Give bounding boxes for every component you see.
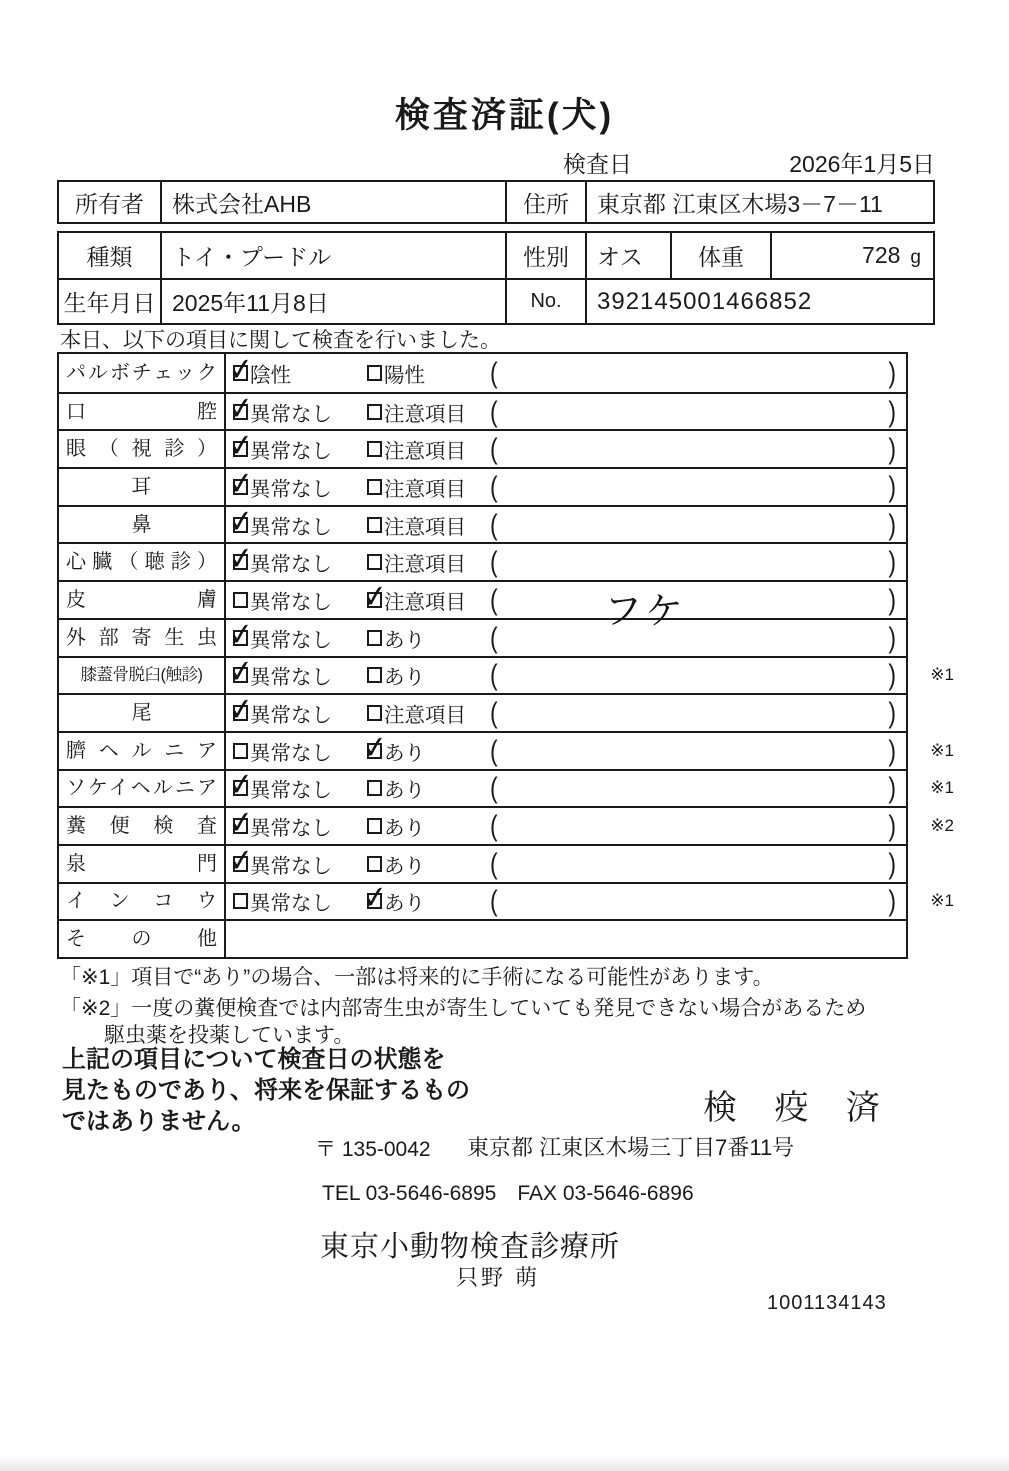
- disclaimer-line-3: ではありません。: [62, 1108, 256, 1135]
- owner-info-table: [57, 180, 935, 224]
- result-option-2: [367, 773, 425, 803]
- exam-row: [59, 505, 906, 543]
- remark-paren-open: (: [490, 507, 498, 541]
- exam-item-label-cell: [59, 846, 226, 882]
- checkbox-icon: [367, 818, 382, 834]
- checkbox-icon: [367, 667, 382, 683]
- remark-paren-close: ): [888, 355, 896, 389]
- remark-paren-close: ): [888, 432, 896, 465]
- result-option-1-label: 異常なし: [250, 402, 332, 426]
- inspection-date-value: 2026年1月5日: [789, 151, 935, 177]
- reference-mark: ※1: [930, 891, 954, 911]
- exam-row-content: [226, 469, 906, 505]
- result-option-1: [233, 773, 332, 803]
- checkbox-icon: [367, 365, 382, 381]
- weight-value-cell: [772, 233, 933, 278]
- result-option-1: [233, 660, 332, 690]
- remark-paren-open: (: [490, 620, 498, 654]
- exam-row-content: [226, 582, 906, 634]
- result-option-2-label: あり: [384, 666, 425, 690]
- exam-item-label-cell: [59, 658, 226, 694]
- result-option-2: [367, 660, 425, 690]
- checkbox-icon: [233, 404, 248, 420]
- exam-row-content: [226, 771, 954, 807]
- scan-edge-artifact: [0, 1455, 1009, 1471]
- remark-paren-close: ): [888, 658, 896, 691]
- exam-item-label: 泉門: [66, 852, 217, 875]
- disclaimer-line-2: 見たものであり、将来を保証するもの: [62, 1077, 470, 1104]
- result-option-1: [233, 434, 332, 464]
- no-value: 392145001466852: [597, 287, 813, 315]
- examination-checklist-table: [57, 352, 954, 959]
- exam-row-content: [226, 884, 954, 920]
- exam-row: [59, 806, 954, 844]
- result-option-1: [233, 886, 332, 916]
- exam-item-label: 臍ヘルニア: [66, 739, 217, 762]
- result-option-2-label: 注意項目: [384, 402, 466, 426]
- exam-row: [59, 392, 906, 430]
- result-option-2-label: 注意項目: [384, 440, 466, 464]
- checkbox-icon: [233, 554, 248, 570]
- pet-row-2: [59, 278, 933, 323]
- exam-item-label: 皮膚: [66, 588, 217, 611]
- checkbox-icon: [233, 893, 248, 909]
- owner-address-value: 東京都 江東区木場3－7－11: [597, 190, 883, 217]
- exam-row: [59, 354, 906, 392]
- exam-item-label: 外部寄生虫: [66, 626, 217, 649]
- exam-item-label: 膝蓋骨脱臼(触診): [80, 666, 203, 685]
- footnote-2-continued: 駆虫薬を投薬しています。: [104, 1024, 355, 1047]
- remark-paren-open: (: [490, 658, 498, 691]
- result-option-1-label: 異常なし: [250, 892, 332, 916]
- postal-code: 〒 135-0042: [315, 1138, 431, 1161]
- checkbox-icon: [233, 780, 248, 796]
- inspection-date-label: 検査日: [563, 151, 632, 177]
- exam-item-label: その他: [66, 928, 217, 951]
- exam-row: [59, 731, 954, 769]
- exam-item-label-cell: [59, 469, 226, 505]
- result-option-2: [367, 358, 425, 388]
- remark-paren-close: ): [888, 733, 896, 767]
- exam-row-content: [226, 695, 906, 731]
- reference-mark: ※1: [930, 665, 954, 685]
- pet-row-1: [59, 233, 933, 278]
- result-option-1: [233, 510, 332, 540]
- exam-item-label: インコウ: [66, 890, 217, 913]
- breed-label: 種類: [59, 233, 162, 278]
- breed-value: トイ・プードル: [162, 233, 507, 278]
- result-option-1: [233, 849, 332, 879]
- exam-item-label: 口腔: [66, 400, 217, 423]
- sex-label: 性別: [507, 233, 587, 278]
- exam-row: [59, 769, 954, 807]
- result-option-1-label: 異常なし: [250, 553, 332, 577]
- result-option-2: [367, 585, 466, 615]
- intro-sentence: 本日、以下の項目に関して検査を行いました。: [60, 329, 501, 352]
- sex-value: オス: [587, 233, 672, 278]
- result-option-2: [367, 547, 466, 577]
- checkbox-icon: [367, 705, 382, 721]
- remark-paren-close: ): [888, 771, 896, 805]
- exam-item-label-cell: [59, 507, 226, 543]
- remark-paren-close: ): [888, 470, 896, 503]
- serial-number: 1001134143: [767, 1292, 887, 1314]
- veterinarian-name: 只野 萌: [456, 1265, 541, 1290]
- remark-paren-close: ): [888, 545, 896, 578]
- checkbox-icon: [367, 893, 382, 909]
- remark-paren-close: ): [888, 846, 896, 880]
- exam-item-label-cell: [59, 620, 226, 656]
- exam-item-label: 眼（視診）: [66, 438, 217, 461]
- result-option-1: [233, 585, 332, 615]
- exam-row-content: [226, 658, 954, 694]
- remark-paren-open: (: [490, 696, 498, 729]
- checkbox-icon: [367, 441, 382, 457]
- exam-item-label-cell: [59, 771, 226, 807]
- remark-paren-open: (: [490, 432, 498, 465]
- checkbox-icon: [367, 479, 382, 495]
- result-option-1: [233, 698, 332, 728]
- checkbox-icon: [367, 780, 382, 796]
- exam-row: [59, 882, 954, 920]
- result-option-1: [233, 811, 332, 841]
- disclaimer-line-1: 上記の項目について検査日の状態を: [62, 1046, 446, 1073]
- remark-paren-open: (: [490, 884, 498, 918]
- exam-item-label: ソケイヘルニア: [66, 777, 217, 800]
- exam-row-content: [226, 846, 906, 882]
- checkbox-icon: [233, 667, 248, 683]
- remark-paren-open: (: [490, 733, 498, 767]
- checkbox-icon: [233, 441, 248, 457]
- result-option-2-label: あり: [384, 779, 425, 803]
- weight-label: 体重: [672, 233, 772, 278]
- result-option-1-label: 異常なし: [250, 704, 332, 728]
- exam-row: [59, 656, 954, 694]
- remark-paren-open: (: [490, 470, 498, 503]
- clinic-name: 東京小動物検査診療所: [320, 1231, 621, 1263]
- result-option-2: [367, 886, 425, 916]
- exam-row: [59, 580, 906, 634]
- remark-paren-open: (: [490, 394, 498, 428]
- exam-row-content: [226, 733, 954, 769]
- checkbox-icon: [367, 743, 382, 759]
- exam-item-label-cell: [59, 431, 226, 467]
- result-option-2-label: あり: [384, 628, 425, 652]
- weight-value: 728: [862, 242, 901, 268]
- checkbox-icon: [233, 517, 248, 533]
- result-option-2: [367, 472, 466, 502]
- checkbox-icon: [367, 856, 382, 872]
- result-option-2: [367, 510, 466, 540]
- result-option-2: [367, 811, 425, 841]
- result-option-1-label: 異常なし: [250, 515, 332, 539]
- handwritten-note: フケ: [604, 591, 687, 634]
- result-option-2-label: 注意項目: [384, 553, 466, 577]
- exam-item-label-cell: [59, 394, 226, 430]
- result-option-2: [367, 698, 466, 728]
- exam-item-label-cell: [59, 544, 226, 580]
- result-option-1-label: 異常なし: [250, 854, 332, 878]
- exam-item-label-cell: [59, 695, 226, 731]
- quarantine-passed-stamp: 検 疫 済: [703, 1089, 894, 1127]
- checkbox-icon: [367, 517, 382, 533]
- exam-item-label-cell: [59, 733, 226, 769]
- owner-address-label: 住所: [507, 182, 587, 222]
- checkbox-icon: [233, 856, 248, 872]
- result-option-1-label: 異常なし: [250, 817, 332, 841]
- exam-row-content: [226, 921, 906, 957]
- remark-paren-close: ): [888, 620, 896, 654]
- exam-item-label: 糞便検査: [66, 815, 217, 838]
- checkbox-icon: [233, 365, 248, 381]
- exam-item-label: 鼻: [131, 513, 152, 536]
- exam-item-label-cell: [59, 582, 226, 618]
- result-option-1: [233, 472, 332, 502]
- birthdate-value: 2025年11月8日: [162, 280, 507, 323]
- result-option-1-label: 異常なし: [250, 628, 332, 652]
- remark-paren-open: (: [490, 545, 498, 578]
- page-title: 検査済証(犬): [394, 96, 615, 135]
- checkbox-icon: [367, 404, 382, 420]
- result-option-2-label: 注意項目: [384, 515, 466, 539]
- result-option-1-label: 異常なし: [250, 440, 332, 464]
- result-option-1: [233, 397, 332, 427]
- exam-row: [59, 467, 906, 505]
- remark-paren-open: (: [490, 771, 498, 805]
- reference-mark: ※1: [930, 778, 954, 798]
- exam-row-content: [226, 620, 906, 656]
- result-option-2: [367, 849, 425, 879]
- birthdate-label: 生年月日: [59, 280, 162, 323]
- exam-row: [59, 919, 906, 957]
- exam-row: [59, 429, 906, 467]
- exam-item-label: 心臓（聴診）: [66, 551, 217, 574]
- remark-paren-open: (: [490, 846, 498, 880]
- result-option-2: [367, 397, 466, 427]
- result-option-1-label: 陰性: [250, 363, 291, 387]
- result-option-1-label: 異常なし: [250, 741, 332, 765]
- owner-row: [59, 182, 933, 222]
- result-option-1-label: 異常なし: [250, 666, 332, 690]
- exam-row-content: [226, 394, 906, 430]
- exam-row: [59, 693, 906, 731]
- checkbox-icon: [233, 743, 248, 759]
- result-option-1: [233, 358, 291, 388]
- exam-item-label-cell: [59, 921, 226, 957]
- reference-mark: ※2: [930, 816, 954, 836]
- exam-item-label: 尾: [131, 702, 152, 725]
- clinic-address: 東京都 江東区木場三丁目7番11号: [467, 1135, 795, 1160]
- result-option-1-label: 異常なし: [250, 477, 332, 501]
- result-option-2-label: 陽性: [384, 363, 425, 387]
- remark-paren-close: ): [888, 809, 896, 842]
- checkbox-icon: [233, 630, 248, 646]
- remark-paren-open: (: [490, 355, 498, 389]
- result-option-2-label: 注意項目: [384, 590, 466, 614]
- result-option-2: [367, 736, 425, 766]
- result-option-1-label: 異常なし: [250, 779, 332, 803]
- result-option-2-label: あり: [384, 892, 425, 916]
- owner-value: 株式会社AHB: [162, 182, 507, 222]
- result-option-1-label: 異常なし: [250, 590, 332, 614]
- result-option-2-label: あり: [384, 854, 425, 878]
- weight-unit: g: [910, 246, 921, 268]
- result-option-1: [233, 547, 332, 577]
- exam-item-label-cell: [59, 884, 226, 920]
- exam-row-content: [226, 507, 906, 543]
- exam-item-label-cell: [59, 808, 226, 844]
- remark-paren-open: (: [490, 809, 498, 842]
- exam-row-content: [226, 544, 906, 580]
- result-option-2-label: 注意項目: [384, 704, 466, 728]
- exam-row: [59, 844, 906, 882]
- exam-row-content: [226, 431, 906, 467]
- checkbox-icon: [233, 705, 248, 721]
- result-option-2-label: あり: [384, 741, 425, 765]
- result-option-2-label: あり: [384, 817, 425, 841]
- remark-paren-open: (: [490, 583, 498, 616]
- result-option-1: [233, 736, 332, 766]
- result-option-2: [367, 434, 466, 464]
- tel-fax-line: TEL 03-5646-6895 FAX 03-5646-6896: [322, 1182, 694, 1205]
- disclaimer-paragraph: [62, 1044, 470, 1137]
- remark-paren-close: ): [888, 583, 896, 616]
- owner-label: 所有者: [59, 182, 162, 222]
- exam-row: [59, 618, 906, 656]
- checkbox-icon: [233, 592, 248, 608]
- footnote-1: 「※1」項目で“あり”の場合、一部は将来的に手術になる可能性があります。: [60, 966, 774, 989]
- result-option-2: [367, 623, 425, 653]
- checkbox-icon: [233, 818, 248, 834]
- checkbox-icon: [367, 630, 382, 646]
- pet-info-table: [57, 231, 935, 325]
- remark-paren-close: ): [888, 507, 896, 541]
- checkbox-icon: [367, 554, 382, 570]
- result-option-2-label: 注意項目: [384, 477, 466, 501]
- remark-paren-close: ): [888, 696, 896, 729]
- exam-row-content: [226, 354, 906, 392]
- exam-item-label: 耳: [131, 475, 152, 498]
- result-option-1: [233, 623, 332, 653]
- exam-row: [59, 542, 906, 580]
- footnote-2: 「※2」一度の糞便検査では内部寄生虫が寄生していても発見できない場合があるため: [60, 997, 867, 1020]
- no-label: No.: [507, 280, 587, 323]
- exam-item-label-cell: [59, 354, 226, 392]
- remark-paren-close: ): [888, 884, 896, 918]
- reference-mark: ※1: [930, 740, 954, 760]
- checkbox-icon: [233, 479, 248, 495]
- remark-paren-close: ): [888, 394, 896, 428]
- checkbox-icon: [367, 592, 382, 608]
- exam-row-content: [226, 808, 954, 844]
- exam-item-label: パルボチェック: [66, 361, 217, 384]
